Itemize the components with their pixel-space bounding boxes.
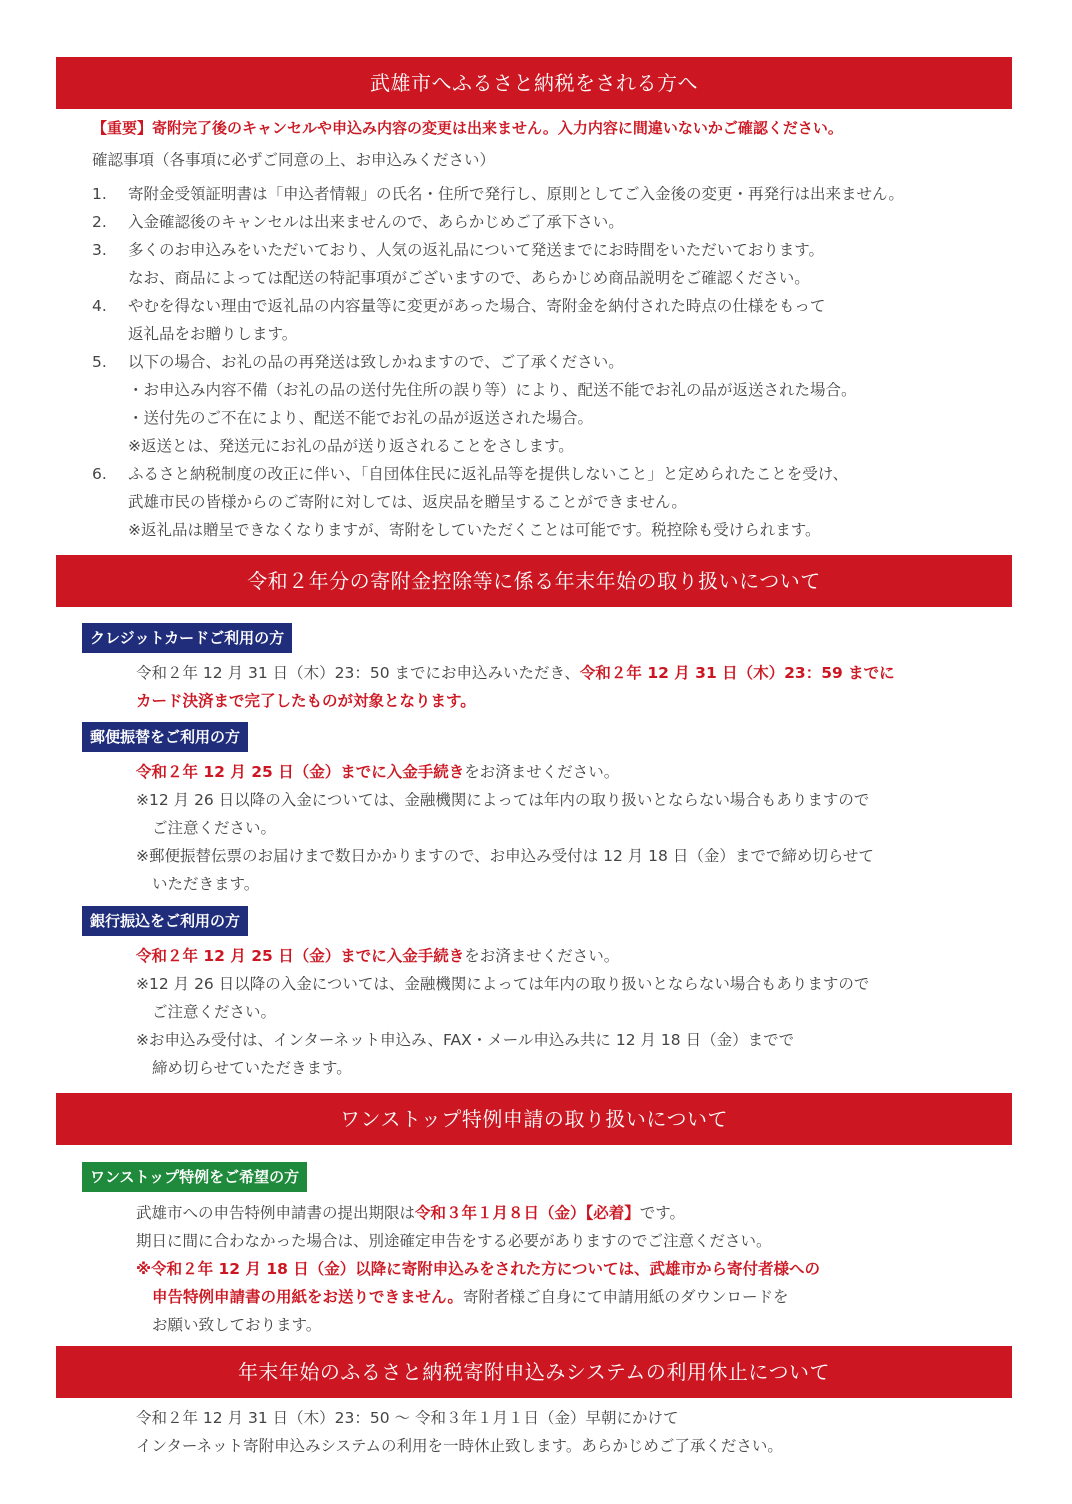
section-banner-one-stop: ワンストップ特例申請の取り扱いについて bbox=[56, 1093, 1012, 1145]
confirm-intro: 確認事項（各事項に必ずご同意の上、お申込みください） bbox=[92, 151, 496, 169]
list-item-continued: ・お申込み内容不備（お礼の品の送付先住所の誤り等）により、配送不能でお礼の品が返送された場合。 bbox=[128, 381, 857, 399]
postal-deadline: 令和２年 12 月 25 日（金）までに入金手続きをお済ませください。 bbox=[136, 763, 620, 781]
list-item-continued: 武雄市民の皆様からのご寄附に対しては、返戻品を贈呈することができません。 bbox=[128, 493, 687, 511]
one-stop-line-1: 武雄市への申告特例申請書の提出期限は令和３年１月８日（金）【必着】です。 bbox=[136, 1204, 686, 1222]
list-item: 2. 入金確認後のキャンセルは出来ませんので、あらかじめご了承下さい。 bbox=[92, 213, 624, 231]
card-line-2: カード決済まで完了したものが対象となります。 bbox=[136, 692, 476, 710]
suspension-line-1: 令和２年 12 月 31 日（木）23：50 〜 令和３年１月１日（金）早朝にかけて bbox=[136, 1409, 679, 1427]
one-stop-line-5: お願い致しております。 bbox=[152, 1316, 322, 1334]
section-banner-furusato: 武雄市へふるさと納税をされる方へ bbox=[56, 57, 1012, 109]
postal-note-2: ※郵便振替伝票のお届けまで数日かかりますので、お申込み受付は 12 月 18 日（金）までで締め切らせて bbox=[136, 847, 874, 865]
one-stop-line-4: 申告特例申請書の用紙をお送りできません。寄附者様ご自身にて申請用紙のダウンロードを bbox=[152, 1288, 789, 1306]
section-banner-year-end: 令和２年分の寄附金控除等に係る年末年始の取り扱いについて bbox=[56, 555, 1012, 607]
bank-note-1: ※12 月 26 日以降の入金については、金融機関によっては年内の取り扱いとならない場合もありますので bbox=[136, 975, 870, 993]
card-line-1: 令和２年 12 月 31 日（木）23：50 までにお申込みいただき、令和２年 12 月 31 日（木）23：59 までに bbox=[136, 664, 895, 682]
bank-deadline: 令和２年 12 月 25 日（金）までに入金手続きをお済ませください。 bbox=[136, 947, 620, 965]
list-item-continued: なお、商品によっては配送の特記事項がございますので、あらかじめ商品説明をご確認ください。 bbox=[128, 269, 810, 287]
bank-note-2-continued: 締め切らせていただきます。 bbox=[152, 1059, 352, 1077]
list-item-continued: ・送付先のご不在により、配送不能でお礼の品が返送された場合。 bbox=[128, 409, 594, 427]
tag-bank-transfer: 銀行振込をご利用の方 bbox=[82, 906, 248, 936]
section-banner-system-suspension: 年末年始のふるさと納税寄附申込みシステムの利用休止について bbox=[56, 1346, 1012, 1398]
list-item: 4. やむを得ない理由で返礼品の内容量等に変更があった場合、寄附金を納付された時点の仕様をもって bbox=[92, 297, 826, 315]
tag-postal-transfer: 郵便振替をご利用の方 bbox=[82, 722, 248, 752]
postal-note-1: ※12 月 26 日以降の入金については、金融機関によっては年内の取り扱いとならない場合もありますので bbox=[136, 791, 870, 809]
list-item: 3. 多くのお申込みをいただいており、人気の返礼品について発送までにお時間をいただいております。 bbox=[92, 241, 824, 259]
suspension-line-2: インターネット寄附申込みシステムの利用を一時休止致します。あらかじめご了承ください。 bbox=[136, 1437, 783, 1455]
list-item: 5. 以下の場合、お礼の品の再発送は致しかねますので、ご了承ください。 bbox=[92, 353, 624, 371]
tag-credit-card: クレジットカードご利用の方 bbox=[82, 623, 292, 653]
list-item-continued: ※返礼品は贈呈できなくなりますが、寄附をしていただくことは可能です。税控除も受けられます。 bbox=[128, 521, 821, 539]
bank-note-1-continued: ご注意ください。 bbox=[152, 1003, 277, 1021]
one-stop-line-2: 期日に間に合わなかった場合は、別途確定申告をする必要がありますのでご注意ください。 bbox=[136, 1232, 772, 1250]
list-item: 6. ふるさと納税制度の改正に伴い、「自団体住民に返礼品等を提供しないこと」と定められたことを受け、 bbox=[92, 465, 849, 483]
postal-note-1-continued: ご注意ください。 bbox=[152, 819, 277, 837]
postal-note-2-continued: いただきます。 bbox=[152, 875, 260, 893]
tag-one-stop: ワンストップ特例をご希望の方 bbox=[82, 1162, 307, 1192]
list-item: 1. 寄附金受領証明書は「申込者情報」の氏名・住所で発行し、原則としてご入金後の変更・再発行は出来ません。 bbox=[92, 185, 904, 203]
list-item-continued: 返礼品をお贈りします。 bbox=[128, 325, 298, 343]
bank-note-2: ※お申込み受付は、インターネット申込み、FAX・メール申込み共に 12 月 18 日（金）までで bbox=[136, 1031, 795, 1049]
important-notice: 【重要】寄附完了後のキャンセルや申込み内容の変更は出来ません。入力内容に間違いないかご確認ください。 bbox=[92, 119, 843, 137]
list-item-continued: ※返送とは、発送元にお礼の品が送り返されることをさします。 bbox=[128, 437, 574, 455]
one-stop-line-3: ※令和２年 12 月 18 日（金）以降に寄附申込みをされた方については、武雄市から寄付者様への bbox=[136, 1260, 820, 1278]
